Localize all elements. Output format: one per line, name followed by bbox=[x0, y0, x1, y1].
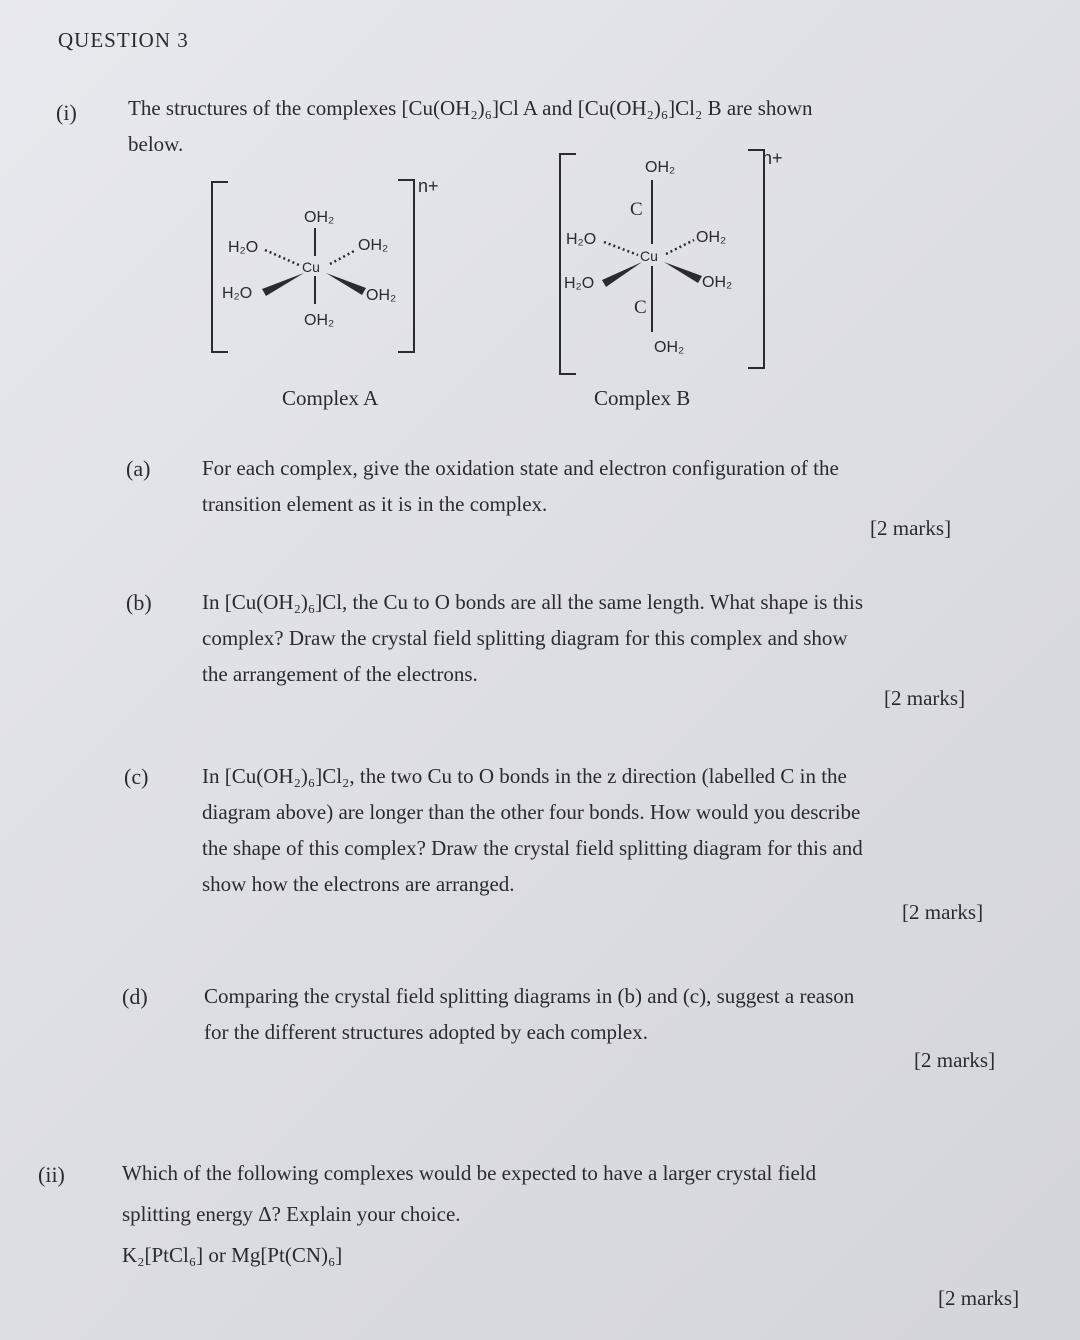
complex-a-bottom-ligand: OH₂ bbox=[304, 312, 335, 329]
complex-b-upper-right-ligand: OH₂ bbox=[696, 229, 727, 246]
complex-b-lower-left-ligand: H₂O bbox=[564, 275, 595, 292]
complex-a-lower-left-wedge-bond bbox=[262, 273, 304, 296]
part-i-intro-line-1: The structures of the complexes [Cu(OH₂)₆]Cl A and [Cu(OH₂)₆]Cl₂ B are shown bbox=[128, 96, 813, 120]
complex-b-lower-left-wedge-bond bbox=[602, 262, 642, 287]
part-i-label: (i) bbox=[56, 100, 77, 125]
complex-a-upper-left-hashed-bond bbox=[265, 250, 299, 265]
complex-b-top-ligand: OH₂ bbox=[645, 159, 676, 176]
complex-b-charge: n+ bbox=[762, 148, 783, 168]
subpart-c-marks: [2 marks] bbox=[902, 900, 984, 924]
complex-b-structure bbox=[560, 148, 783, 374]
complex-a-lower-left-ligand: H₂O bbox=[222, 285, 253, 302]
subpart-b-marks: [2 marks] bbox=[884, 686, 966, 710]
subpart-b-label: (b) bbox=[126, 590, 152, 615]
complex-a-top-ligand: OH₂ bbox=[304, 209, 335, 226]
part-ii-line-1: Which of the following complexes would be expected to have a larger crystal field bbox=[122, 1161, 817, 1185]
part-i-intro-line-2: below. bbox=[128, 132, 184, 156]
complex-b-lower-right-ligand: OH₂ bbox=[702, 274, 733, 291]
subpart-c-label: (c) bbox=[124, 764, 149, 789]
complex-b-caption: Complex B bbox=[594, 386, 691, 410]
complex-b-lower-right-wedge-bond bbox=[664, 262, 702, 283]
complex-a-upper-left-ligand: H₂O bbox=[228, 239, 259, 256]
complex-a-right-bracket bbox=[398, 180, 414, 352]
subpart-a-line-2: transition element as it is in the complex. bbox=[202, 492, 548, 516]
subpart-d-marks: [2 marks] bbox=[914, 1048, 996, 1072]
complex-b-upper-left-ligand: H₂O bbox=[566, 231, 597, 248]
subpart-d-line-2: for the different structures adopted by each complex. bbox=[204, 1020, 648, 1044]
subpart-b-line-3: the arrangement of the electrons. bbox=[202, 662, 478, 686]
complex-a-lower-right-ligand: OH₂ bbox=[366, 287, 397, 304]
subpart-a-line-1: For each complex, give the oxidation state and electron configuration of the bbox=[202, 456, 839, 480]
subpart-b-line-2: complex? Draw the crystal field splitting diagram for this complex and show bbox=[202, 626, 848, 650]
question-title: QUESTION 3 bbox=[58, 28, 189, 52]
subpart-b-line-1: In [Cu(OH₂)₆]Cl, the Cu to O bonds are all the same length. What shape is this bbox=[202, 590, 864, 614]
subpart-c-line-3: the shape of this complex? Draw the crystal field splitting diagram for this and bbox=[202, 836, 863, 860]
complex-a-lower-right-wedge-bond bbox=[326, 273, 366, 295]
part-ii-line-2: splitting energy Δ? Explain your choice. bbox=[122, 1202, 461, 1226]
part-ii-label: (ii) bbox=[38, 1162, 65, 1187]
complex-a-left-bracket bbox=[212, 182, 228, 352]
subpart-c-line-1: In [Cu(OH₂)₆]Cl₂, the two Cu to O bonds in the z direction (labelled C in the bbox=[202, 764, 847, 788]
complex-a-center: Cu bbox=[302, 259, 320, 275]
complex-a-charge: n+ bbox=[418, 176, 439, 196]
complex-a-upper-right-ligand: OH₂ bbox=[358, 237, 389, 254]
complex-b-upper-right-hashed-bond bbox=[666, 240, 694, 254]
complex-b-center: Cu bbox=[640, 248, 658, 264]
complex-a-upper-right-hashed-bond bbox=[330, 250, 356, 264]
complex-b-axial-label-top: C bbox=[630, 199, 643, 220]
structures-figure bbox=[0, 0, 1080, 420]
subpart-d-line-1: Comparing the crystal field splitting diagrams in (b) and (c), suggest a reason bbox=[204, 984, 855, 1008]
complex-b-axial-label-bottom: C bbox=[634, 297, 647, 318]
complex-b-right-bracket bbox=[748, 150, 764, 368]
part-ii-marks: [2 marks] bbox=[938, 1286, 1020, 1310]
subpart-a-marks: [2 marks] bbox=[870, 516, 952, 540]
subpart-d-label: (d) bbox=[122, 984, 148, 1009]
subpart-c-line-2: diagram above) are longer than the other four bonds. How would you describe bbox=[202, 800, 861, 824]
complex-b-bottom-ligand: OH₂ bbox=[654, 339, 685, 356]
subpart-a-label: (a) bbox=[126, 456, 151, 481]
part-ii-line-3: K₂[PtCl₆] or Mg[Pt(CN)₆] bbox=[122, 1243, 343, 1267]
complex-a-structure bbox=[212, 176, 439, 352]
subpart-c-line-4: show how the electrons are arranged. bbox=[202, 872, 515, 896]
complex-a-caption: Complex A bbox=[282, 386, 379, 410]
complex-b-left-bracket bbox=[560, 154, 576, 374]
complex-b-upper-left-hashed-bond bbox=[604, 242, 638, 255]
